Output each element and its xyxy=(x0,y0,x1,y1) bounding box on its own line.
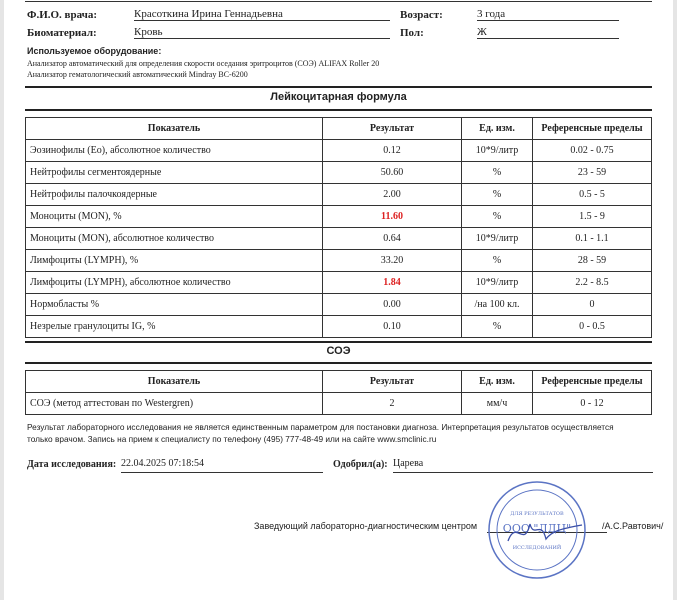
approved-label: Одобрил(а): xyxy=(333,459,388,470)
age-label: Возраст: xyxy=(400,9,443,21)
svg-text:ООО "ЛДЦ": ООО "ЛДЦ" xyxy=(502,522,572,535)
result-value: 0.10 xyxy=(323,316,462,338)
date-label: Дата исследования: xyxy=(27,459,117,470)
section-title-soe: СОЭ xyxy=(326,345,351,357)
col-header: Референсные пределы xyxy=(533,371,652,393)
reference-range: 1.5 - 9 xyxy=(533,206,652,228)
result-value: 0.12 xyxy=(323,140,462,162)
table-header-row xyxy=(26,371,652,393)
page-edge-left xyxy=(0,0,4,600)
reference-range: 0.1 - 1.1 xyxy=(533,228,652,250)
head-name: /А.С.Равтович/ xyxy=(602,521,664,531)
table-row xyxy=(26,294,652,316)
doctor-label: Ф.И.О. врача: xyxy=(27,9,98,21)
age-value: 3 года xyxy=(477,8,619,21)
soe-table xyxy=(25,370,652,415)
stamp-seal-icon xyxy=(486,479,588,581)
result-value: 1.84 xyxy=(323,272,462,294)
param-name: Моноциты (MON), % xyxy=(26,206,323,228)
svg-text:ДЛЯ РЕЗУЛЬТАТОВ: ДЛЯ РЕЗУЛЬТАТОВ xyxy=(510,511,564,517)
reference-range: 0.5 - 5 xyxy=(533,184,652,206)
result-value: 0.00 xyxy=(323,294,462,316)
sex-value: Ж xyxy=(477,26,619,39)
equipment-item: Анализатор гематологический автоматический Mindray BC-6200 xyxy=(27,70,248,79)
result-value: 2 xyxy=(323,393,462,415)
unit: % xyxy=(462,162,533,184)
divider xyxy=(25,362,652,364)
result-value: 2.00 xyxy=(323,184,462,206)
sex-label: Пол: xyxy=(400,27,424,39)
param-name: Нейтрофилы сегментоядерные xyxy=(26,162,323,184)
table-row xyxy=(26,228,652,250)
table-header-row xyxy=(26,118,652,140)
disclaimer: Результат лабораторного исследования не является единственным параметром для постановки диагноза. Интерпретация результатов осуществляется только врачом. Запись на прием к специалисту по телефону (495) 777-48-49 или на сайте www.smclinic.ru xyxy=(27,422,614,444)
result-value: 50.60 xyxy=(323,162,462,184)
table-row xyxy=(26,316,652,338)
svg-text:ИССЛЕДОВАНИЙ: ИССЛЕДОВАНИЙ xyxy=(512,545,562,551)
unit: мм/ч xyxy=(462,393,533,415)
param-name: СОЭ (метод аттестован по Westergren) xyxy=(26,393,323,415)
unit: % xyxy=(462,184,533,206)
col-header: Показатель xyxy=(26,371,323,393)
reference-range: 0.02 - 0.75 xyxy=(533,140,652,162)
table-row xyxy=(26,184,652,206)
divider xyxy=(25,86,652,88)
result-value: 33.20 xyxy=(323,250,462,272)
table-row xyxy=(26,140,652,162)
reference-range: 23 - 59 xyxy=(533,162,652,184)
result-value: 11.60 xyxy=(323,206,462,228)
result-value: 0.64 xyxy=(323,228,462,250)
col-header: Результат xyxy=(323,118,462,140)
leuko-table xyxy=(25,117,652,338)
param-name: Лимфоциты (LYMPH), абсолютное количество xyxy=(26,272,323,294)
unit: % xyxy=(462,206,533,228)
unit: % xyxy=(462,250,533,272)
divider xyxy=(25,109,652,111)
head-label: Заведующий лабораторно-диагностическим центром xyxy=(254,521,478,531)
unit: % xyxy=(462,316,533,338)
section-title-leuko: Лейкоцитарная формула xyxy=(270,91,407,103)
param-name: Эозинофилы (Eo), абсолютное количество xyxy=(26,140,323,162)
top-cut-line xyxy=(25,0,652,2)
material-value: Кровь xyxy=(134,26,390,39)
date-value: 22.04.2025 07:18:54 xyxy=(121,458,323,473)
reference-range: 0 xyxy=(533,294,652,316)
reference-range: 0 - 0.5 xyxy=(533,316,652,338)
col-header: Ед. изм. xyxy=(462,118,533,140)
equipment-item: Анализатор автоматический для определения скорости оседания эритроцитов (СОЭ) ALIFAX Roller 20 xyxy=(27,59,380,68)
param-name: Лимфоциты (LYMPH), % xyxy=(26,250,323,272)
param-name: Нейтрофилы палочкоядерные xyxy=(26,184,323,206)
param-name: Нормобласты % xyxy=(26,294,323,316)
reference-range: 0 - 12 xyxy=(533,393,652,415)
table-row xyxy=(26,272,652,294)
approved-value: Царева xyxy=(393,458,653,473)
table-row xyxy=(26,393,652,415)
param-name: Незрелые гранулоциты IG, % xyxy=(26,316,323,338)
table-row xyxy=(26,250,652,272)
reference-range: 2.2 - 8.5 xyxy=(533,272,652,294)
equipment-title: Используемое оборудование: xyxy=(27,46,162,56)
unit: 10*9/литр xyxy=(462,272,533,294)
col-header: Ед. изм. xyxy=(462,371,533,393)
stamp xyxy=(486,479,588,581)
param-name: Моноциты (MON), абсолютное количество xyxy=(26,228,323,250)
table-row xyxy=(26,162,652,184)
doctor-value: Красоткина Ирина Геннадьевна xyxy=(134,8,390,21)
unit: 10*9/литр xyxy=(462,140,533,162)
col-header: Референсные пределы xyxy=(533,118,652,140)
reference-range: 28 - 59 xyxy=(533,250,652,272)
table-row xyxy=(26,206,652,228)
page-edge-right xyxy=(673,0,677,600)
material-label: Биоматериал: xyxy=(27,27,97,39)
col-header: Результат xyxy=(323,371,462,393)
unit: 10*9/литр xyxy=(462,228,533,250)
col-header: Показатель xyxy=(26,118,323,140)
unit: /на 100 кл. xyxy=(462,294,533,316)
divider xyxy=(25,341,652,343)
